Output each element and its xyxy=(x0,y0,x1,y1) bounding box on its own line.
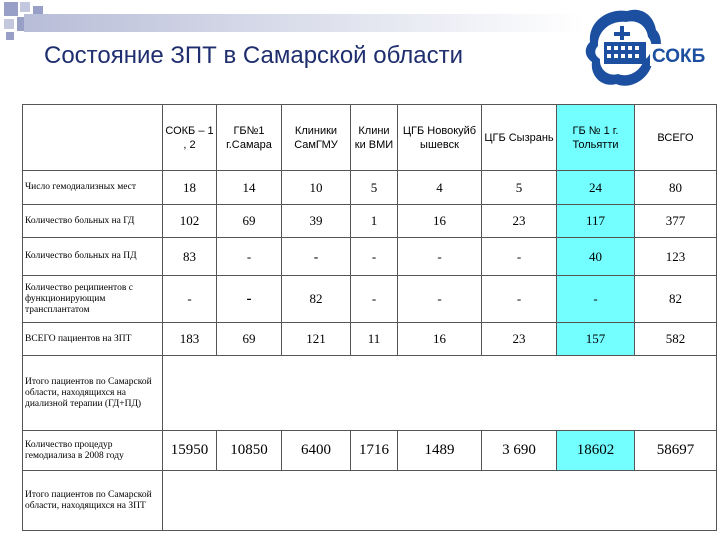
table-cell: 102 xyxy=(163,205,217,238)
table-cell: - xyxy=(482,276,557,323)
table-cell: 121 xyxy=(282,323,351,356)
sokb-logo xyxy=(582,2,716,100)
table-cell: 10 xyxy=(282,171,351,205)
table-cell: 582 xyxy=(635,323,717,356)
table-cell: 1489 xyxy=(398,431,482,471)
header-cell: ЦГБ Новокуйб ышевск xyxy=(398,105,482,171)
table-cell: 1716 xyxy=(351,431,398,471)
header-cell: ГБ № 1 г. Тольятти xyxy=(557,105,635,171)
row-label: Итого пациентов по Самарской области, находящихся на ЗПТ xyxy=(23,471,163,531)
table-cell: - xyxy=(398,238,482,276)
table-cell: 3 690 xyxy=(482,431,557,471)
table-cell: - xyxy=(351,276,398,323)
table-row xyxy=(23,323,717,356)
table-row xyxy=(23,431,717,471)
empty-merged-cell xyxy=(163,471,717,531)
table-cell: 82 xyxy=(282,276,351,323)
table-cell: - xyxy=(482,238,557,276)
table-cell: 40 xyxy=(557,238,635,276)
row-label: Количество больных на ГД xyxy=(23,205,163,238)
header-cell: Клиники СамГМУ xyxy=(282,105,351,171)
header-row xyxy=(23,105,717,171)
table-cell: 23 xyxy=(482,205,557,238)
table-row xyxy=(23,238,717,276)
table-cell: - xyxy=(557,276,635,323)
table-cell: 14 xyxy=(217,171,282,205)
table-row xyxy=(23,276,717,323)
table-cell: 16 xyxy=(398,205,482,238)
zpt-table xyxy=(22,104,717,531)
table-cell: 5 xyxy=(482,171,557,205)
table-cell: 117 xyxy=(557,205,635,238)
row-label: Итого пациентов по Самарской области, находящихся на диализной терапии (ГД+ПД) xyxy=(23,356,163,431)
table-cell: - xyxy=(398,276,482,323)
table-cell: - xyxy=(163,276,217,323)
table-cell: 69 xyxy=(217,323,282,356)
table-cell: 15950 xyxy=(163,431,217,471)
header-cell: Клини ки ВМИ xyxy=(351,105,398,171)
table-cell: 23 xyxy=(482,323,557,356)
table-cell: 16 xyxy=(398,323,482,356)
table-cell: 6400 xyxy=(282,431,351,471)
header-cell: ГБ№1 г.Самара xyxy=(217,105,282,171)
table-cell: 39 xyxy=(282,205,351,238)
decorative-gradient-bar xyxy=(24,14,584,32)
table-cell: 11 xyxy=(351,323,398,356)
table-cell: - xyxy=(351,238,398,276)
table-cell: 10850 xyxy=(217,431,282,471)
table-cell: 83 xyxy=(163,238,217,276)
table-cell: - xyxy=(217,276,282,323)
table-cell: - xyxy=(282,238,351,276)
table-cell: 18602 xyxy=(557,431,635,471)
row-label: Количество процедур гемодиализа в 2008 году xyxy=(23,431,163,471)
table-cell: 82 xyxy=(635,276,717,323)
row-label: Число гемодиализных мест xyxy=(23,171,163,205)
row-label: ВСЕГО пациентов на ЗПТ xyxy=(23,323,163,356)
table-cell: 123 xyxy=(635,238,717,276)
svg-text:СОКБ: СОКБ xyxy=(652,46,706,67)
table-cell: 183 xyxy=(163,323,217,356)
row-label: Количество реципиентов с функционирующим трансплантатом xyxy=(23,276,163,323)
table-cell: 157 xyxy=(557,323,635,356)
table-cell: 377 xyxy=(635,205,717,238)
empty-merged-cell xyxy=(163,356,717,431)
page-title: Состояние ЗПТ в Самарской области xyxy=(44,42,464,69)
table-cell: 69 xyxy=(217,205,282,238)
table-cell: 1 xyxy=(351,205,398,238)
table-row xyxy=(23,171,717,205)
header-corner xyxy=(23,105,163,171)
header-cell: ЦГБ Сызрань xyxy=(482,105,557,171)
table-row xyxy=(23,205,717,238)
table-cell: 80 xyxy=(635,171,717,205)
table-row xyxy=(23,356,717,431)
table-cell: 24 xyxy=(557,171,635,205)
table-cell: 58697 xyxy=(635,431,717,471)
table-cell: - xyxy=(217,238,282,276)
header-cell: ВСЕГО xyxy=(635,105,717,171)
row-label: Количество больных на ПД xyxy=(23,238,163,276)
table-cell: 5 xyxy=(351,171,398,205)
table-cell: 4 xyxy=(398,171,482,205)
header-cell: СОКБ – 1 , 2 xyxy=(163,105,217,171)
sokb-logo-icon xyxy=(582,2,716,100)
table-row xyxy=(23,471,717,531)
table-cell: 18 xyxy=(163,171,217,205)
